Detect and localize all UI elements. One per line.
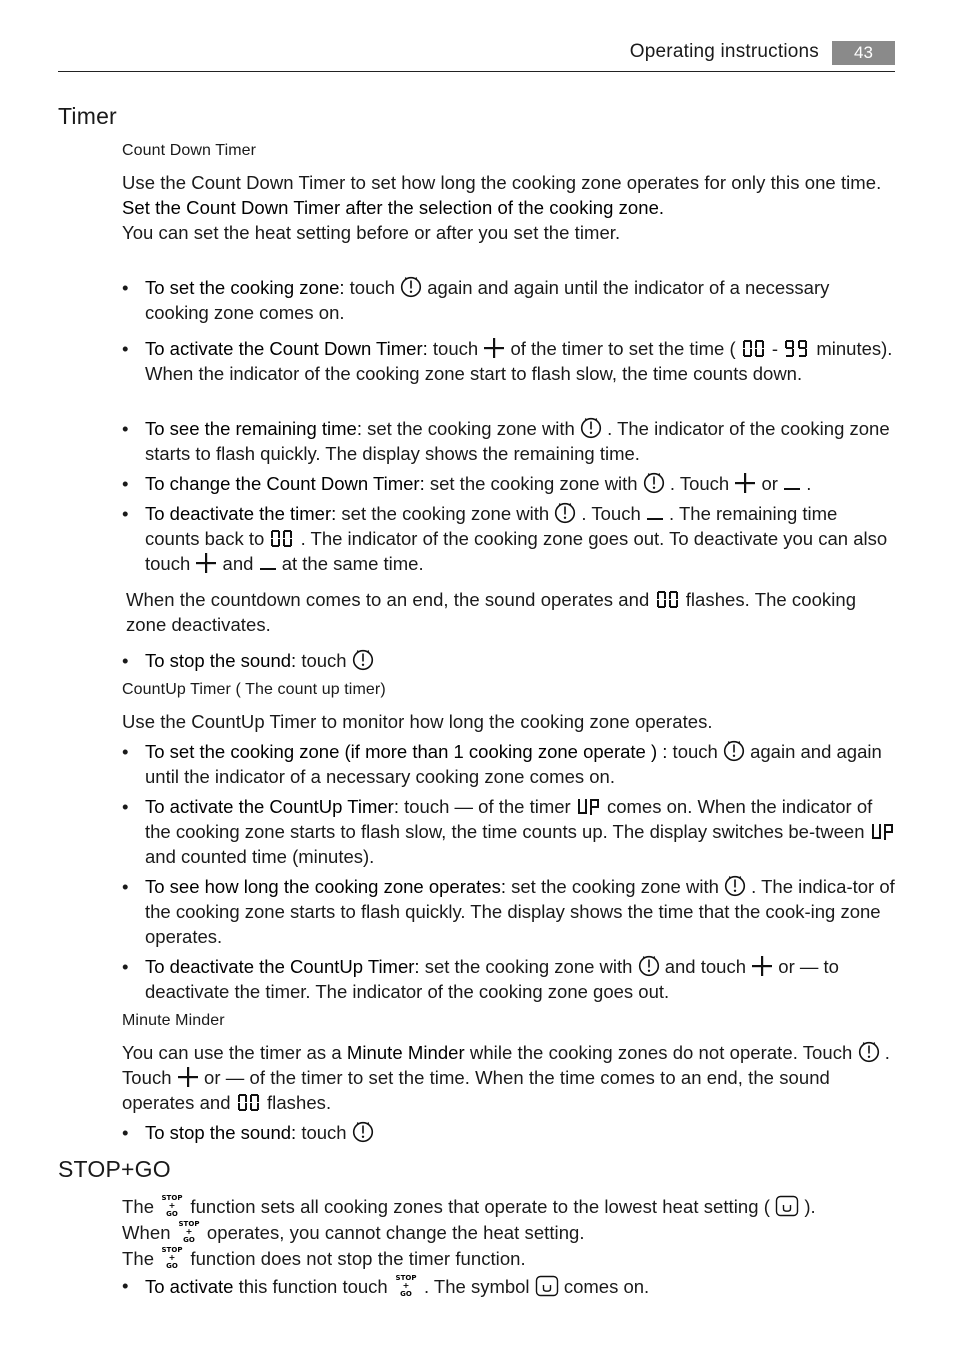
timer-icon (352, 1121, 374, 1143)
display-00-icon (741, 339, 767, 359)
item-text: . Touch (576, 503, 646, 524)
item-text: touch (344, 277, 401, 298)
bullet: • (122, 650, 129, 671)
timer-icon (724, 875, 746, 897)
item-text: . The indicator of the cooking zone goes out. To deactivate you can also touch (145, 528, 888, 574)
count-up-subheading: CountUp Timer ( The count up timer) (122, 681, 386, 698)
minute-minder-paragraph (122, 1040, 896, 1115)
page-number: 43 (832, 41, 895, 65)
bullet: • (122, 1122, 129, 1143)
svg-text:STOP: STOP (178, 1220, 200, 1228)
header-title: Operating instructions (629, 41, 819, 62)
display-00-icon (269, 529, 295, 549)
page-header (58, 40, 895, 72)
item-label: To change the Count Down Timer: (145, 473, 425, 494)
paragraph-text: The (122, 1196, 160, 1217)
paragraph-text: flashes. The cooking zone deactivates. (126, 589, 857, 635)
paragraph-text: The (122, 1248, 160, 1269)
stopgo-heading: STOP+GO (58, 1156, 171, 1182)
item-label: To activate (145, 1276, 234, 1297)
item-text: set the cooking zone with (361, 418, 580, 439)
item-text: and counted time (minutes). (145, 846, 375, 867)
countdown-end-paragraph (126, 587, 896, 637)
lowest-heat-symbol-icon (535, 1275, 559, 1297)
paragraph-text: function sets all cooking zones that operate to the lowest heat setting ( (185, 1196, 776, 1217)
timer-icon (858, 1041, 880, 1063)
svg-text:STOP: STOP (161, 1246, 183, 1254)
count-down-intro-3: You can set the heat setting before or after you set the timer. (122, 222, 621, 243)
item-text: set the cooking zone with (336, 503, 555, 524)
paragraph-text: . Touch (122, 1042, 890, 1088)
count-up-intro: Use the CountUp Timer to monitor how long the cooking zone operates. (122, 711, 713, 732)
item-text: . The indica-tor of the cooking zone starts to flash quickly. The display shows the time that the cook-ing zone operates. (145, 876, 895, 947)
stop-go-icon (159, 1193, 185, 1217)
item-text: again and again until the indicator of a necessary cooking zone comes on. (145, 741, 882, 787)
list-item-see-countup (122, 874, 896, 949)
item-label: To stop the sound: (145, 650, 297, 671)
item-text: touch — of the timer (398, 796, 576, 817)
item-text: or — to deactivate the timer. The indicator of the cooking zone goes out. (145, 956, 839, 1002)
list-item-minute-minder-stop-sound (122, 1120, 896, 1145)
svg-text:STOP: STOP (161, 1194, 183, 1202)
svg-text:+: + (185, 1227, 193, 1236)
count-down-subheading: Count Down Timer (122, 142, 257, 159)
paragraph-text: When the countdown comes to an end, the sound operates and (126, 589, 655, 610)
item-text: touch (296, 1122, 352, 1143)
item-text: minutes). When the indicator of the cooking zone start to flash slow, the time counts down. (145, 338, 893, 384)
lowest-heat-symbol-icon (775, 1195, 799, 1217)
item-text: and touch (659, 956, 752, 977)
item-label: To see the remaining time: (145, 418, 362, 439)
plus-icon (177, 1066, 199, 1088)
item-text: . Touch (664, 473, 735, 494)
display-up-icon (870, 822, 896, 842)
plus-icon (751, 955, 773, 977)
paragraph-text: When (122, 1222, 176, 1243)
minute-minder-subheading: Minute Minder (122, 1012, 225, 1029)
item-text: comes on. When the indicator of the cooking zone starts to flash slow, the time counts up. The display switches be-tween (145, 796, 873, 842)
item-text: . The remaining time counts back to (145, 503, 838, 549)
stop-go-icon (176, 1219, 202, 1243)
item-label: To deactivate the timer: (145, 503, 337, 524)
bullet: • (122, 876, 129, 897)
item-label: To set the cooking zone: (145, 277, 345, 298)
item-label: To stop the sound: (145, 1122, 297, 1143)
svg-text:GO: GO (166, 1210, 179, 1217)
item-text: set the cooking zone with (506, 876, 725, 897)
svg-text:+: + (168, 1253, 176, 1262)
list-item-deactivate-timer (122, 501, 896, 576)
list-item-deactivate-countup (122, 954, 896, 1004)
stop-go-icon (159, 1245, 185, 1269)
timer-icon (554, 502, 576, 524)
minus-icon (646, 508, 664, 524)
item-text: touch (296, 650, 352, 671)
minus-icon (259, 558, 277, 574)
svg-text:GO: GO (166, 1262, 179, 1269)
list-item-see-remaining-time (122, 416, 896, 466)
item-label: To activate the CountUp Timer: (145, 796, 399, 817)
timer-icon (400, 276, 422, 298)
timer-icon (580, 417, 602, 439)
paragraph-text: operates, you cannot change the heat setting. (201, 1222, 585, 1243)
item-label: To set the cooking zone (if more than 1 cooking zone operate ) : (145, 741, 668, 762)
plus-icon (734, 472, 756, 494)
bullet: • (122, 956, 129, 977)
minus-icon (783, 478, 801, 494)
item-text: set the cooking zone with (424, 473, 643, 494)
svg-text:STOP: STOP (395, 1274, 417, 1282)
bullet: • (122, 503, 129, 524)
count-down-intro-1: Use the Count Down Timer to set how long the cooking zone operates for only this one time. (122, 172, 882, 193)
item-text: comes on. (558, 1276, 650, 1297)
list-item-activate-stopgo (122, 1273, 896, 1299)
svg-text:GO: GO (182, 1236, 195, 1243)
display-99-icon (783, 339, 811, 359)
item-text: this function touch (233, 1276, 393, 1297)
item-text: . The indicator of the cooking zone starts to flash quickly. The display shows the remaining time. (145, 418, 890, 464)
list-item-stop-sound (122, 648, 896, 673)
bullet: • (122, 1275, 129, 1296)
display-up-icon (576, 797, 602, 817)
paragraph-text: function does not stop the timer function. (185, 1248, 526, 1269)
timer-heading: Timer (58, 103, 117, 129)
svg-text:+: + (168, 1201, 176, 1210)
stop-go-icon (393, 1273, 419, 1297)
display-00-icon (236, 1093, 262, 1113)
svg-text:GO: GO (399, 1290, 412, 1297)
list-item-set-cooking-zone (122, 275, 896, 325)
list-item-change-count-down (122, 471, 896, 496)
bullet: • (122, 277, 129, 298)
item-text: - (766, 338, 784, 359)
plus-icon (195, 552, 217, 574)
item-text: or (756, 473, 784, 494)
item-text: again and again until the indicator of a necessary cooking zone comes on. (145, 277, 830, 323)
minute-minder-term: Minute Minder (346, 1042, 465, 1063)
bullet: • (122, 741, 129, 762)
list-item-activate-countup (122, 794, 896, 869)
item-text: set the cooking zone with (419, 956, 638, 977)
bullet: • (122, 473, 129, 494)
list-item-countup-set-zone (122, 739, 896, 789)
item-label: To see how long the cooking zone operates: (145, 876, 506, 897)
bullet: • (122, 338, 129, 359)
item-text: touch (667, 741, 723, 762)
paragraph-text: or — of the timer to set the time. When the time comes to an end, the sound operates and (122, 1067, 830, 1113)
svg-text:+: + (402, 1281, 410, 1290)
count-down-intro-2: Set the Count Down Timer after the selection of the cooking zone. (122, 197, 665, 218)
list-item-activate-count-down (122, 336, 896, 386)
bullet: • (122, 796, 129, 817)
item-text: at the same time. (276, 553, 424, 574)
item-label: To activate the Count Down Timer: (145, 338, 428, 359)
item-label: To deactivate the CountUp Timer: (145, 956, 420, 977)
display-00-icon (655, 590, 681, 610)
plus-icon (483, 337, 505, 359)
item-text: touch (427, 338, 484, 359)
count-down-intro (122, 170, 896, 245)
paragraph-text: ). (799, 1196, 816, 1217)
item-text: and (217, 553, 259, 574)
bullet: • (122, 418, 129, 439)
item-text: . The symbol (418, 1276, 535, 1297)
stopgo-paragraph (122, 1193, 896, 1271)
paragraph-text: flashes. (261, 1092, 332, 1113)
item-text: of the timer to set the time ( (505, 338, 741, 359)
timer-icon (643, 472, 665, 494)
timer-icon (638, 955, 660, 977)
paragraph-text: while the cooking zones do not operate. Touch (464, 1042, 858, 1063)
timer-icon (352, 649, 374, 671)
paragraph-text: You can use the timer as a (122, 1042, 347, 1063)
item-text: . (801, 473, 812, 494)
timer-icon (723, 740, 745, 762)
